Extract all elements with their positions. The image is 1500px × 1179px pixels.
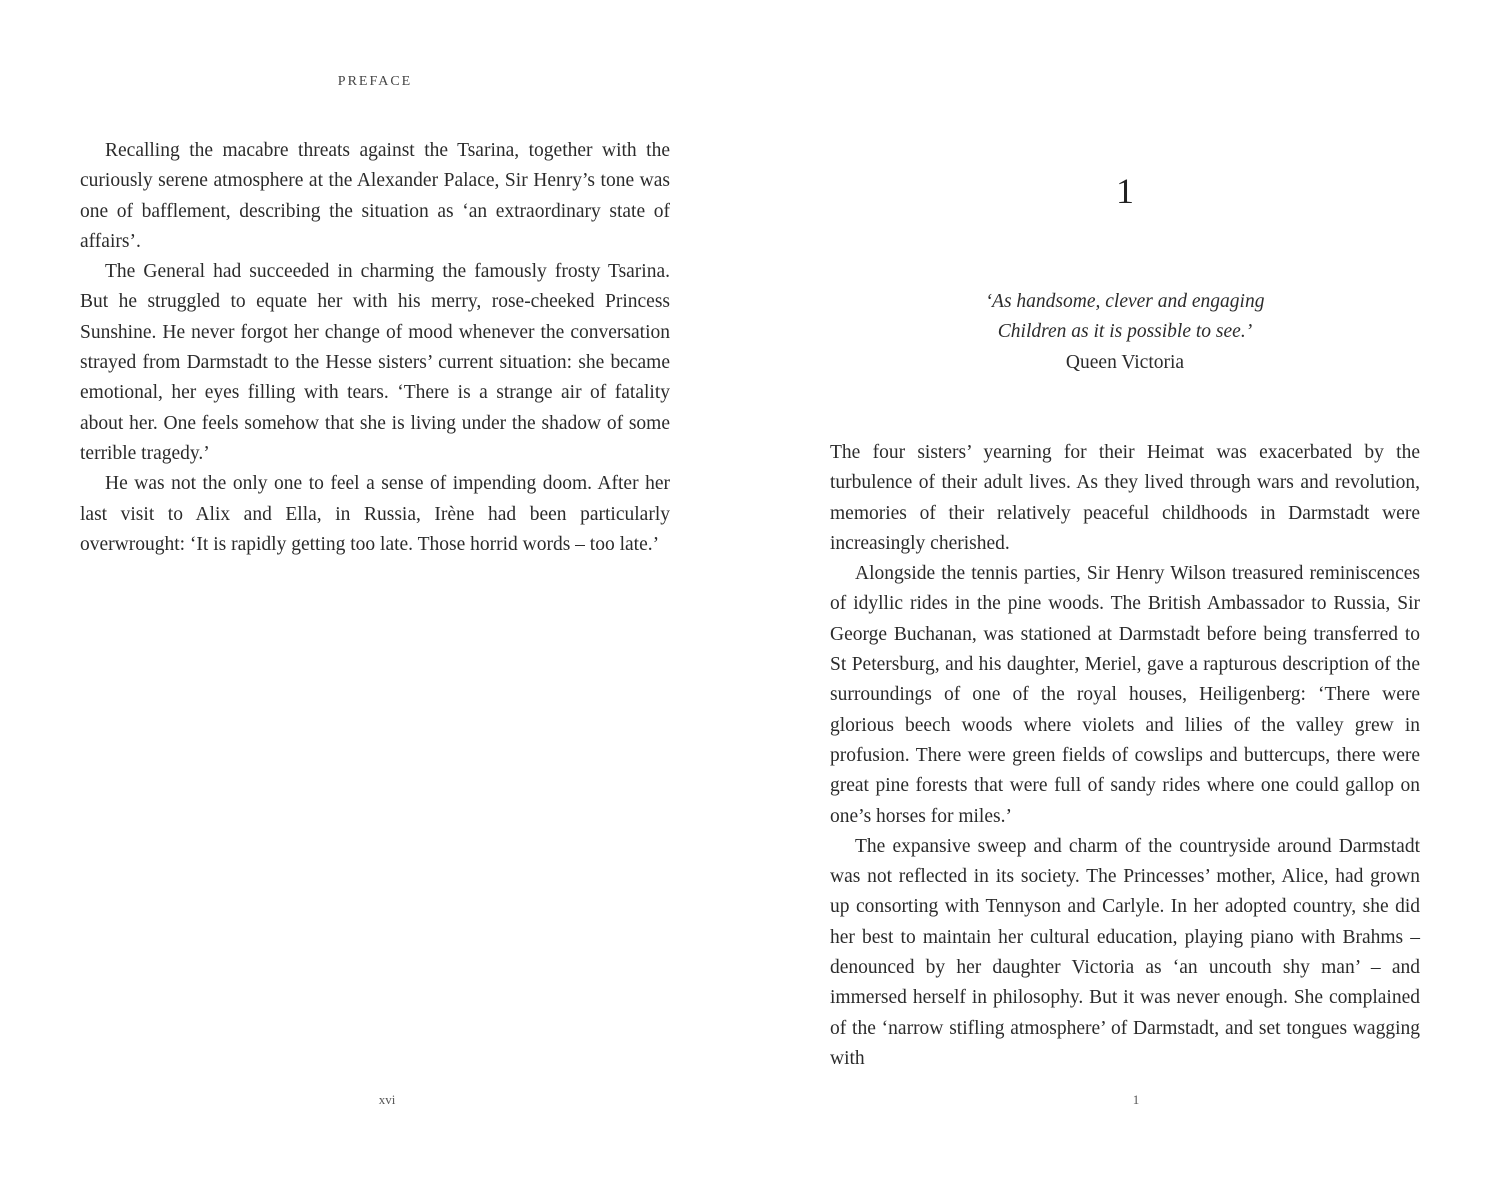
right-page [750, 0, 1500, 1179]
paragraph: The expansive sweep and charm of the countryside around Darmstadt was not reflected in its society. The Princesses’ mother, Alice, had grown up consorting with Tennyson and Carlyle. In her adopted country, she did her best to maintain her cultural education, playing piano with Brahms – denounced by her daughter Victoria as ‘an uncouth shy man’ – and immersed herself in philosophy. But it was never enough. She complained of the ‘narrow stifling atmosphere’ of Darmstadt, and set tongues wagging with [830, 835, 1420, 1069]
left-body-text [80, 136, 670, 560]
epigraph-attribution: Queen Victoria [1065, 351, 1185, 373]
epigraph-line: Children as it is possible to see.’ [997, 321, 1253, 343]
epigraph [830, 287, 1420, 378]
running-head: PREFACE [337, 74, 413, 89]
paragraph: He was not the only one to feel a sense of impending doom. After her last visit to Alix and Ella, in Russia, Irène had been particularly overwrought: ‘It is rapidly getting too late. Those horrid words – too late.’ [80, 473, 670, 555]
page-number: 1 [1132, 1092, 1140, 1107]
epigraph-line: ‘As handsome, clever and engaging [985, 291, 1265, 312]
paragraph: Alongside the tennis parties, Sir Henry Wilson treasured reminiscences of idyllic rides in the pine woods. The British Ambassador to Russia, Sir George Buchanan, was stationed at Darmstadt before being transferred to St Petersburg, and his daughter, Meriel, gave a rapturous description of the surroundings of one of the royal houses, Heiligenberg: ‘There were glorious beech woods where violets and lilies of the valley grew in profusion. There were green fields of cowslips and buttercups, there were great pine forests that were full of sandy rides where one could gallop on one’s horses for miles.’ [830, 563, 1420, 827]
paragraph: The General had succeeded in charming the famously frosty Tsarina. But he struggled to equate her with his merry, rose-cheeked Princess Sunshine. He never forgot her change of mood whenever the conversation strayed from Darmstadt to the Hesse sisters’ current situation: she became emotional, her eyes filling with tears. ‘There is a strange air of fatality about her. One feels somehow that she is living under the shadow of some terrible tragedy.’ [80, 261, 670, 464]
right-body-text [830, 438, 1420, 1074]
paragraph: The four sisters’ yearning for their Heimat was exacerbated by the turbulence of their adult lives. As they lived through wars and revolution, memories of their relatively peaceful childhoods in Darmstadt were increasingly cherished. [830, 442, 1420, 554]
chapter-number: 1 [1116, 171, 1134, 211]
paragraph: Recalling the macabre threats against the Tsarina, together with the curiously serene atmosphere at the Alexander Palace, Sir Henry’s tone was one of bafflement, describing the situation as ‘an extraordinary state of affairs’. [80, 140, 670, 252]
page-number: xvi [378, 1092, 396, 1107]
